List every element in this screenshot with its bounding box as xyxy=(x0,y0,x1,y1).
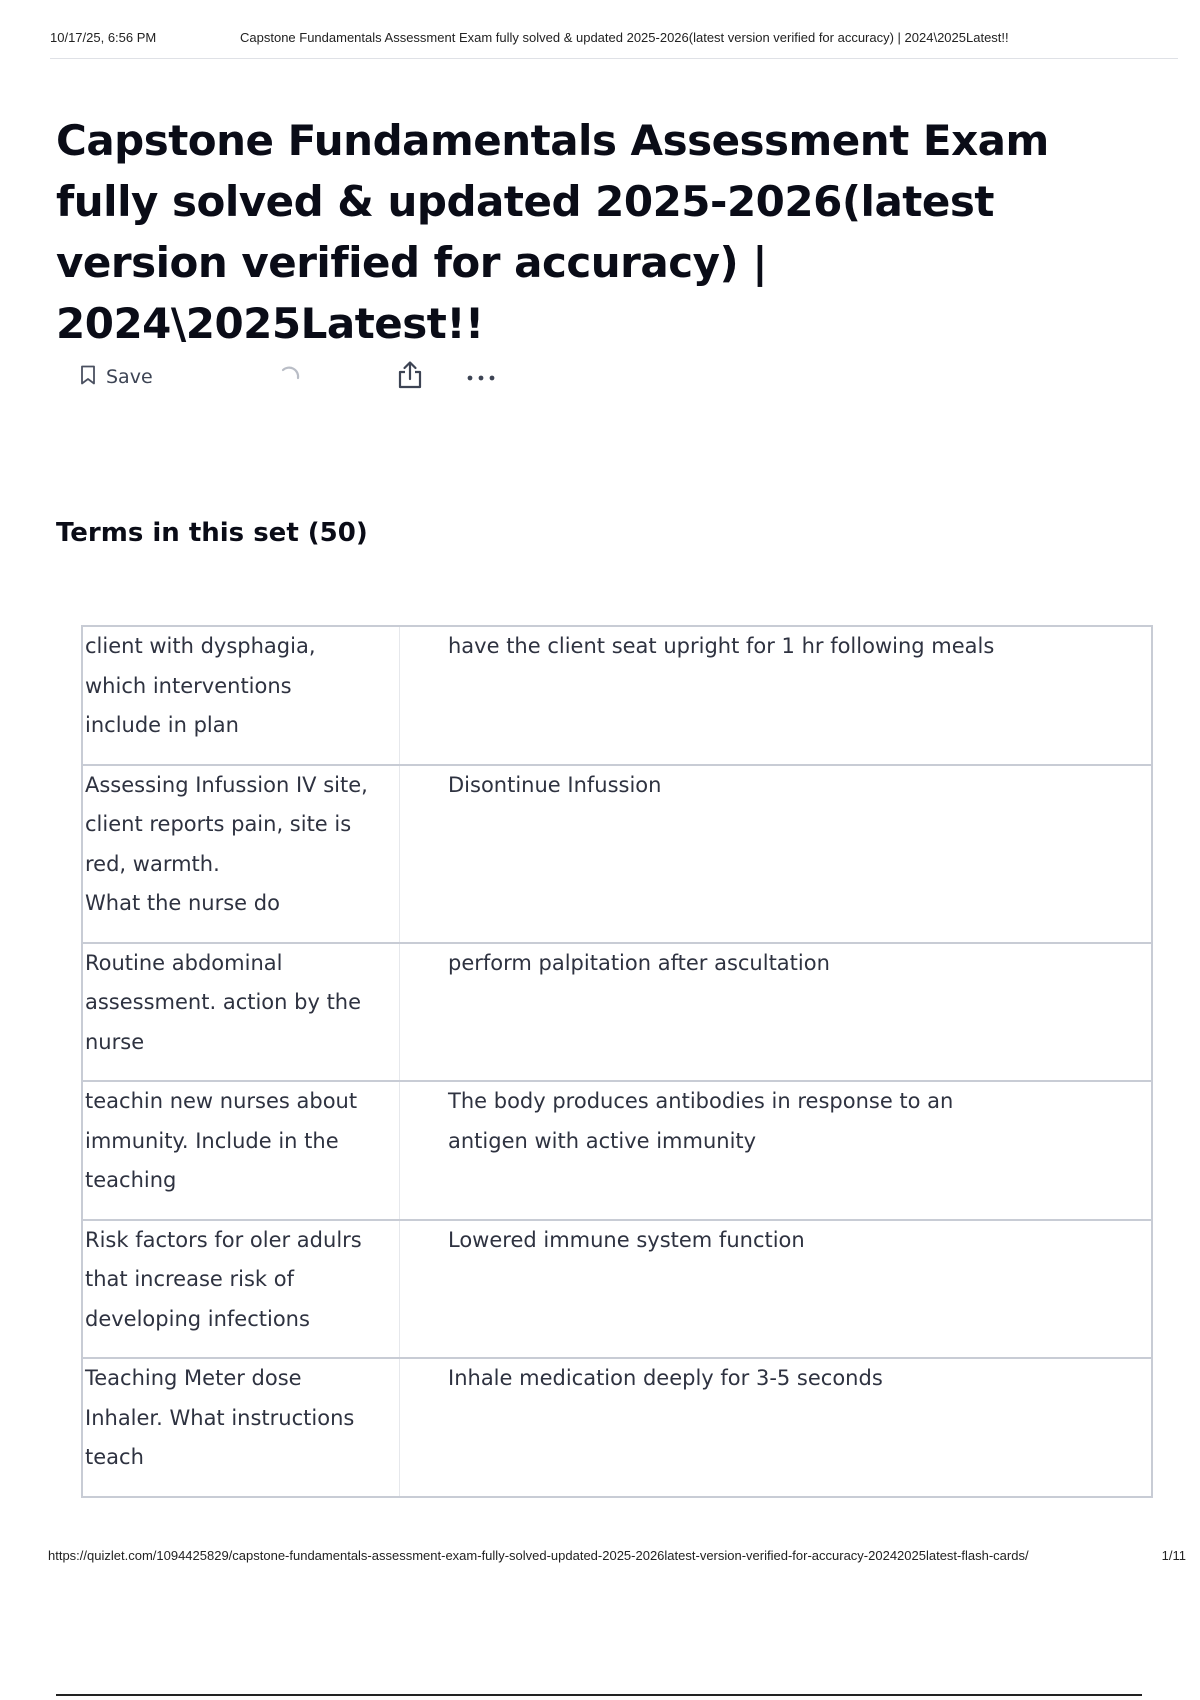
print-header xyxy=(50,30,1178,59)
term-text-line: Inhaler. What instructions xyxy=(85,1405,355,1430)
term-text-line: Teaching Meter dose xyxy=(85,1366,302,1390)
print-footer xyxy=(48,1548,1186,1570)
definition-cell xyxy=(400,765,1153,943)
terms-heading: Terms in this set (50) xyxy=(56,518,368,548)
page-indicator: 1/11 xyxy=(1161,1548,1186,1563)
term-cell xyxy=(82,765,400,943)
share-button[interactable] xyxy=(396,357,424,397)
definition-cell xyxy=(400,1358,1153,1497)
definition-text-line: Inhale medication deeply for 3-5 seconds xyxy=(448,1366,883,1390)
definition-text-line: perform palpitation after ascultation xyxy=(448,950,830,975)
term-text-line: teach xyxy=(85,1445,144,1469)
term-text-line: teachin new nurses about xyxy=(85,1089,358,1113)
definition-cell xyxy=(400,1220,1153,1359)
term-row[interactable] xyxy=(82,1220,1152,1359)
print-doc-title: Capstone Fundamentals Assessment Exam fully solved & updated 2025-2026(latest version verified for accuracy) | 2024\2025Latest!! xyxy=(240,30,1009,45)
page-bottom-rule xyxy=(56,1694,1142,1696)
term-text-line: client reports pain, site is xyxy=(85,812,352,836)
term-text-line: teaching xyxy=(85,1168,177,1192)
term-row[interactable] xyxy=(82,1358,1152,1497)
more-options-button[interactable] xyxy=(466,357,496,397)
term-text-line: immunity. Include in the xyxy=(85,1128,339,1153)
term-row[interactable] xyxy=(82,1081,1152,1220)
term-text-line: Routine abdominal xyxy=(85,950,283,975)
definition-text-line: The body produces antibodies in response to an xyxy=(448,1089,954,1113)
term-text-line: client with dysphagia, xyxy=(85,634,316,658)
page-title: Capstone Fundamentals Assessment Exam fully solved & updated 2025-2026(latest version verified for accuracy) | 2024\2025Latest!! xyxy=(56,116,1049,348)
term-text-line: red, warmth. xyxy=(85,851,220,876)
save-button[interactable] xyxy=(80,357,153,397)
term-cell xyxy=(82,1358,400,1497)
loading-spinner-icon xyxy=(276,357,302,397)
term-text-line: Risk factors for oler adulrs xyxy=(85,1227,362,1252)
term-row[interactable] xyxy=(82,943,1152,1082)
definition-text-line: have the client seat upright for 1 hr following meals xyxy=(448,634,995,658)
term-text-line: What the nurse do xyxy=(85,891,280,915)
definition-text-line: Disontinue Infussion xyxy=(448,772,662,797)
term-text-line: developing infections xyxy=(85,1306,310,1331)
bookmark-icon xyxy=(80,365,96,389)
term-text-line: that increase risk of xyxy=(85,1267,294,1291)
term-cell xyxy=(82,1081,400,1220)
term-cell xyxy=(82,626,400,765)
term-text-line: nurse xyxy=(85,1029,145,1054)
definition-cell xyxy=(400,1081,1153,1220)
term-cell xyxy=(82,1220,400,1359)
term-row[interactable] xyxy=(82,626,1152,765)
term-text-line: assessment. action by the xyxy=(85,990,362,1014)
term-row[interactable] xyxy=(82,765,1152,943)
term-text-line: include in plan xyxy=(85,713,239,737)
definition-cell xyxy=(400,626,1153,765)
term-cell xyxy=(82,943,400,1082)
set-toolbar xyxy=(80,357,520,397)
print-datetime: 10/17/25, 6:56 PM xyxy=(50,30,157,45)
definition-text-line: Lowered immune system function xyxy=(448,1227,805,1252)
term-text-line: Assessing Infussion IV site, xyxy=(85,772,368,797)
save-button-label: Save xyxy=(106,366,153,388)
definition-text-line: antigen with active immunity xyxy=(448,1128,757,1153)
more-options-icon xyxy=(466,368,496,387)
share-icon xyxy=(396,360,424,394)
term-text-line: which interventions xyxy=(85,673,292,698)
terms-table xyxy=(81,625,1153,1498)
page-url: https://quizlet.com/1094425829/capstone-fundamentals-assessment-exam-fully-solved-updated-2025-2026latest-version-verified-for-accuracy-20242025latest-flash-cards/ xyxy=(48,1548,1029,1563)
terms-table-body xyxy=(82,626,1152,1497)
definition-cell xyxy=(400,943,1153,1082)
